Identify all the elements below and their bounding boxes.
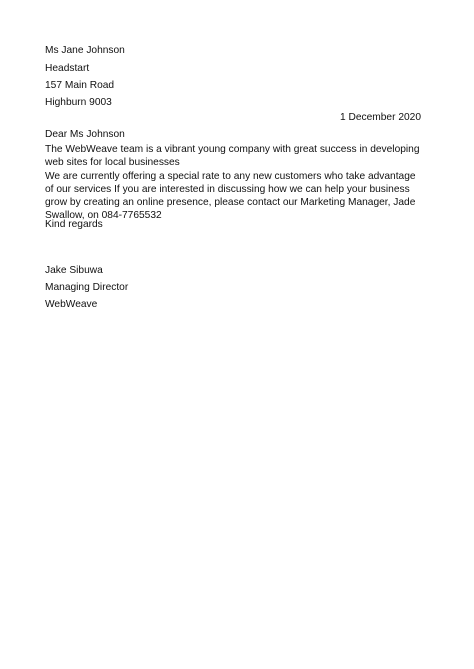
- sender-name: Jake Sibuwa: [45, 265, 103, 276]
- sender-company: WebWeave: [45, 299, 98, 310]
- body-paragraph-2: We are currently offering a special rate to any new customers who take advantage of our services If you are interested in discussing how we can help your business grow by creating an online presence, please contact our Marketing Manager, Jade Swallow, on 084-7765532: [45, 171, 416, 222]
- body-paragraph-1: The WebWeave team is a vibrant young company with great success in developing web sites for local businesses: [45, 144, 420, 169]
- recipient-name: Ms Jane Johnson: [45, 45, 125, 56]
- sender-title: Managing Director: [45, 282, 129, 293]
- recipient-city: Highburn 9003: [45, 97, 112, 108]
- salutation: Dear Ms Johnson: [45, 129, 125, 140]
- letter-date: 1 December 2020: [340, 112, 421, 123]
- recipient-street: 157 Main Road: [45, 80, 115, 91]
- closing: Kind regards: [45, 219, 103, 230]
- recipient-organisation: Headstart: [45, 63, 90, 74]
